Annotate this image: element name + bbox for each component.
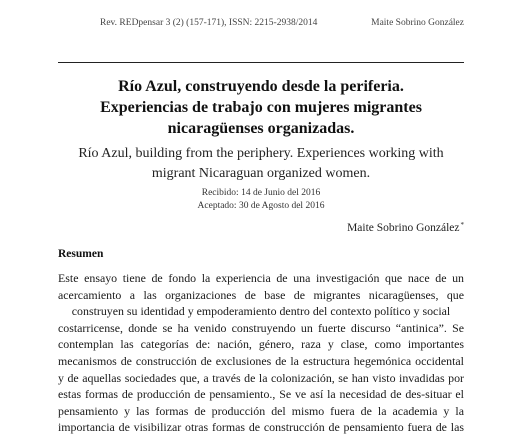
- header-rule: [58, 62, 464, 63]
- title-es-line: nicaragüenses organizadas.: [167, 120, 355, 137]
- article-title-english: [58, 144, 464, 184]
- abstract-line: estas formas de producción de pensamiento., Se ve así la necesidad de des-situar el: [58, 387, 464, 402]
- received-date: Recibido: 14 de Junio del 2016: [201, 188, 321, 198]
- abstract-line: acercamiento a las organizaciones de base de migrantes nicaragüenses, que: [58, 287, 464, 302]
- author-byline: [347, 221, 464, 234]
- abstract-line: construyen su identidad y empoderamiento dentro del contexto político y social: [71, 304, 451, 319]
- abstract-line: contemplan las categorías de: nación, género, raza y clase, como importantes: [58, 337, 464, 352]
- abstract-body: [58, 270, 464, 436]
- title-en-line: Río Azul, building from the periphery. Experiences working with: [78, 146, 444, 161]
- abstract-line: mecanismos de construcción de exclusiones de la estructura hegemónica occidental: [58, 353, 464, 368]
- abstract-line: y de aquellas sociedades que, a través de la colonización, se han visto invadidas por: [58, 370, 464, 385]
- header-author: Maite Sobrino González: [371, 18, 464, 28]
- abstract-line: pensamiento y las formas de producción del mismo fuera de la academia y la: [58, 403, 464, 418]
- abstract-heading: Resumen: [58, 248, 104, 260]
- title-en-line: migrant Nicaraguan organized women.: [151, 166, 371, 181]
- submission-dates: [58, 187, 464, 213]
- abstract-line: Este ensayo tiene de fondo la experiencia de una investigación que nace de un: [58, 271, 464, 285]
- title-es-line: Río Azul, construyendo desde la periferia.: [118, 78, 404, 95]
- journal-citation: Rev. REDpensar 3 (2) (157-171), ISSN: 2215-2938/2014: [100, 18, 318, 28]
- running-header: [58, 18, 464, 34]
- accepted-date: Aceptado: 30 de Agosto del 2016: [197, 201, 325, 211]
- author-name: Maite Sobrino González: [347, 222, 460, 234]
- author-footnote-mark[interactable]: *: [460, 221, 464, 229]
- abstract-line: importancia de visibilizar otras formas de construcción de pensamiento fuera de las: [58, 420, 464, 435]
- article-title-spanish: [58, 76, 464, 139]
- abstract-line: costarricense, donde se ha venido construyendo un fuerte discurso “antinica”. Se: [58, 320, 464, 335]
- title-es-line: Experiencias de trabajo con mujeres migrantes: [100, 99, 422, 116]
